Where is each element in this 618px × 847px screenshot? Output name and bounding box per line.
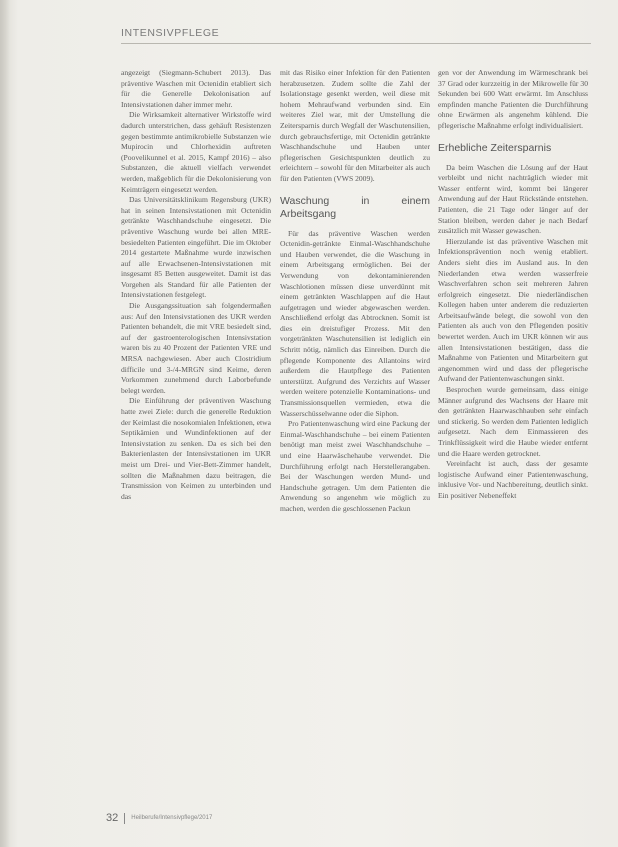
text-column-2 [280, 68, 430, 828]
page-footer [106, 812, 212, 824]
body-paragraph: Hierzulande ist das präventive Waschen mit Infektionsprävention noch wenig etabliert. Anders sieht dies im Ausland aus. In den Niederlanden etwa werden wasserfreie Waschverfahren schon seit mehreren Jahren erfolgreich eingesetzt. Die niederländischen Kollegen haben unter anderem die reduzierten Arbeitsaufwände belegt, die sowohl von den Patienten als auch von den Pflegenden positiv bewertet werden. Auch im UKR können wir aus allen Intensivstationen bestätigen, dass die Maßnahme von Patienten und Mitarbeitern gut angenommen wird und dass der pflegerische Aufwand der Patientenwaschungen sinkt. [438, 236, 588, 384]
section-heading: Erhebliche Zeitersparnis [438, 141, 552, 154]
body-paragraph: gen vor der Anwendung im Wärmeschrank bei 37 Grad oder kurzzeitig in der Mikrowelle für 30 Sekunden bei 600 Watt erwärmt. Im Anschluss empfinden manche Patienten die Durchführung ohne Erwärmen als angenehm kühlend. Die pflegerische Maßnahme erfolgt individualisiert. [438, 68, 588, 130]
body-paragraph: Besprochen wurde gemeinsam, dass einige Männer aufgrund des Wachsens der Haare mit den getränkten Haarwaschhauben sehr einfach und stickerig. So werden dem Patienten lediglich aufgesetzt. Nach dem Einmassieren des Trinkflüssigkeit wird die Haube wieder entfernt und die Haare werden getrocknet. [438, 385, 588, 458]
body-paragraph: Da beim Waschen die Lösung auf der Haut verbleibt und nicht nachträglich wieder mit Wasser entfernt wird, kommt bei längerer Anwendung auf der Haut Rückstände entstehen. Patienten, die 21 Tage oder länger auf der Station bleiben, werden daher je nach Bedarf zusätzlich mit Wasser gewaschen. [438, 162, 588, 236]
body-paragraph: angezeigt (Siegmann-Schubert 2013). Das präventive Waschen mit Octenidin etabliert sich für die Generelle Dekolonisation auf Intensivstationen daher immer mehr. [121, 68, 271, 109]
footer-divider [124, 813, 125, 824]
text-column-1 [121, 68, 271, 813]
section-header: INTENSIVPFLEGE [121, 27, 220, 39]
text-column-3 [438, 68, 588, 828]
body-paragraph: Vereinfacht ist auch, dass der gesamte logistische Aufwand einer Patientenwaschung, inklusive Vor- und Nachbereitung, deutlich sinkt. Ein positiver Nebeneffekt [438, 459, 588, 500]
body-paragraph: Für das präventive Waschen werden Octenidin-getränkte Einmal-Waschhandschuhe und Hauben verwendet, die die Waschung in einem Arbeitsgang ermöglichen. Bei der Verwendung von dekontaminierenden Waschlotionen müssen diese unverdünnt mit einem getränkten Waschlappen auf die Haut aufgetragen und wieder abgewaschen werden. Anschließend erfolgt das Abtrocknen. Somit ist dies ein dreistufiger Prozess. Mit den vorgetränkten Waschutensilien ist lediglich ein Schritt nötig, nämlich das Einreiben. Durch die pflegende Komponente des Allantoins wird außerdem die Hautpflege des Patienten unterstützt. Aufgrund des Verzichts auf Wasser werden weitere potenzielle Kontaminations- und Transmissionsquellen vermieden, etwa die Wasserschüsselwanne oder die Siphon. [280, 228, 430, 418]
page-number: 32 [106, 812, 119, 824]
page-fold-shadow [0, 0, 10, 847]
body-paragraph: Die Ausgangssituation sah folgendermaßen aus: Auf den Intensivstationen des UKR werden Patienten behandelt, die mit VRE besiedelt sind, auf der gastroenterologischen Intensivstation waren bis zu 40 Prozent der Patienten VRE und MRSA nachgewiesen. Aber auch Clostridium difficile und 3-/4-MRGN sind Keime, deren Vorkommen zunehmend durch Laborbefunde belegt werden. [121, 301, 271, 395]
section-heading: Waschung in einem Arbeitsgang [280, 194, 430, 220]
header-rule [121, 43, 591, 44]
body-paragraph: mit das Risiko einer Infektion für den Patienten herabzusetzen. Zudem sollte die Zahl der Isolationstage gesenkt werden, weil diese mit hohem Mehraufwand verbunden sind. Ein weiteres Ziel war, mit der Umstellung die Zeitersparnis durch Wegfall der Waschutensilien, durch gebrauchsfertige, mit Octenidin getränkte Waschhandschuhe und Hauben unter pflegerischen Gesichtspunkten deutlich zu erleichtern – sowohl für den Mitarbeiter als auch für den Patienten (VWS 2009). [280, 68, 430, 183]
journal-name: Heilberufe/Intensivpflege/2017 [131, 815, 213, 821]
body-paragraph: Pro Patientenwaschung wird eine Packung der Einmal-Waschhandschuhe – bei einem Patienten benötigt man meist zwei Waschhandschuhe – und eine Haarwäschehaube verwendet. Die Durchführung erfolgt nach Herstellerangaben. Bei der Waschungen werden Mund- und Handschuhe getragen. Um dem Patienten die Anwendung so angenehm wie möglich zu machen, werden die geschlossenen Packun [280, 419, 430, 513]
body-paragraph: Die Wirksamkeit alternativer Wirkstoffe wird dadurch unterstrichen, dass gehäuft Resistenzen gegen bestimmte antimikrobielle Substanzen wie Mupirocin und Chlorhexidin auftreten (Poovelikunnel et al. 2015, Kampf 2016) – also Substanzen, die aktuell vielfach verwendet werden, maßgeblich für die Dekolonisierung von Keimträgern eingesetzt werden. [121, 110, 271, 194]
body-paragraph: Das Universitätsklinikum Regensburg (UKR) hat in seinen Intensivstationen mit Octenidin getränkte Waschhandschuhe eingesetzt. Die präventive Waschung wurde bei allen MRE-besiedelten Patienten eingeführt. Die im Oktober 2014 gestartete Maßnahme wurde inzwischen auf alle Erwachsenen-Intensivstationen mit insgesamt 85 Betten ausgeweitet. Damit ist das Vorgehen als Standard für alle Patienten der Intensivstationen festgelegt. [121, 195, 271, 300]
body-paragraph: Die Einführung der präventiven Waschung hatte zwei Ziele: durch die generelle Reduktion der Keimlast die nosokomialen Infektionen, etwa Septikämien und Wundinfektionen auf der Intensivstation zu senken. Da es sich bei den Bakterienlasten der Intensivstationen im UKR meist um Drei- und Vier-Bett-Zimmer handelt, sollten die Maßnahmen dazu beitragen, die Transmission von Keimen zu unterbinden und das [121, 396, 271, 501]
